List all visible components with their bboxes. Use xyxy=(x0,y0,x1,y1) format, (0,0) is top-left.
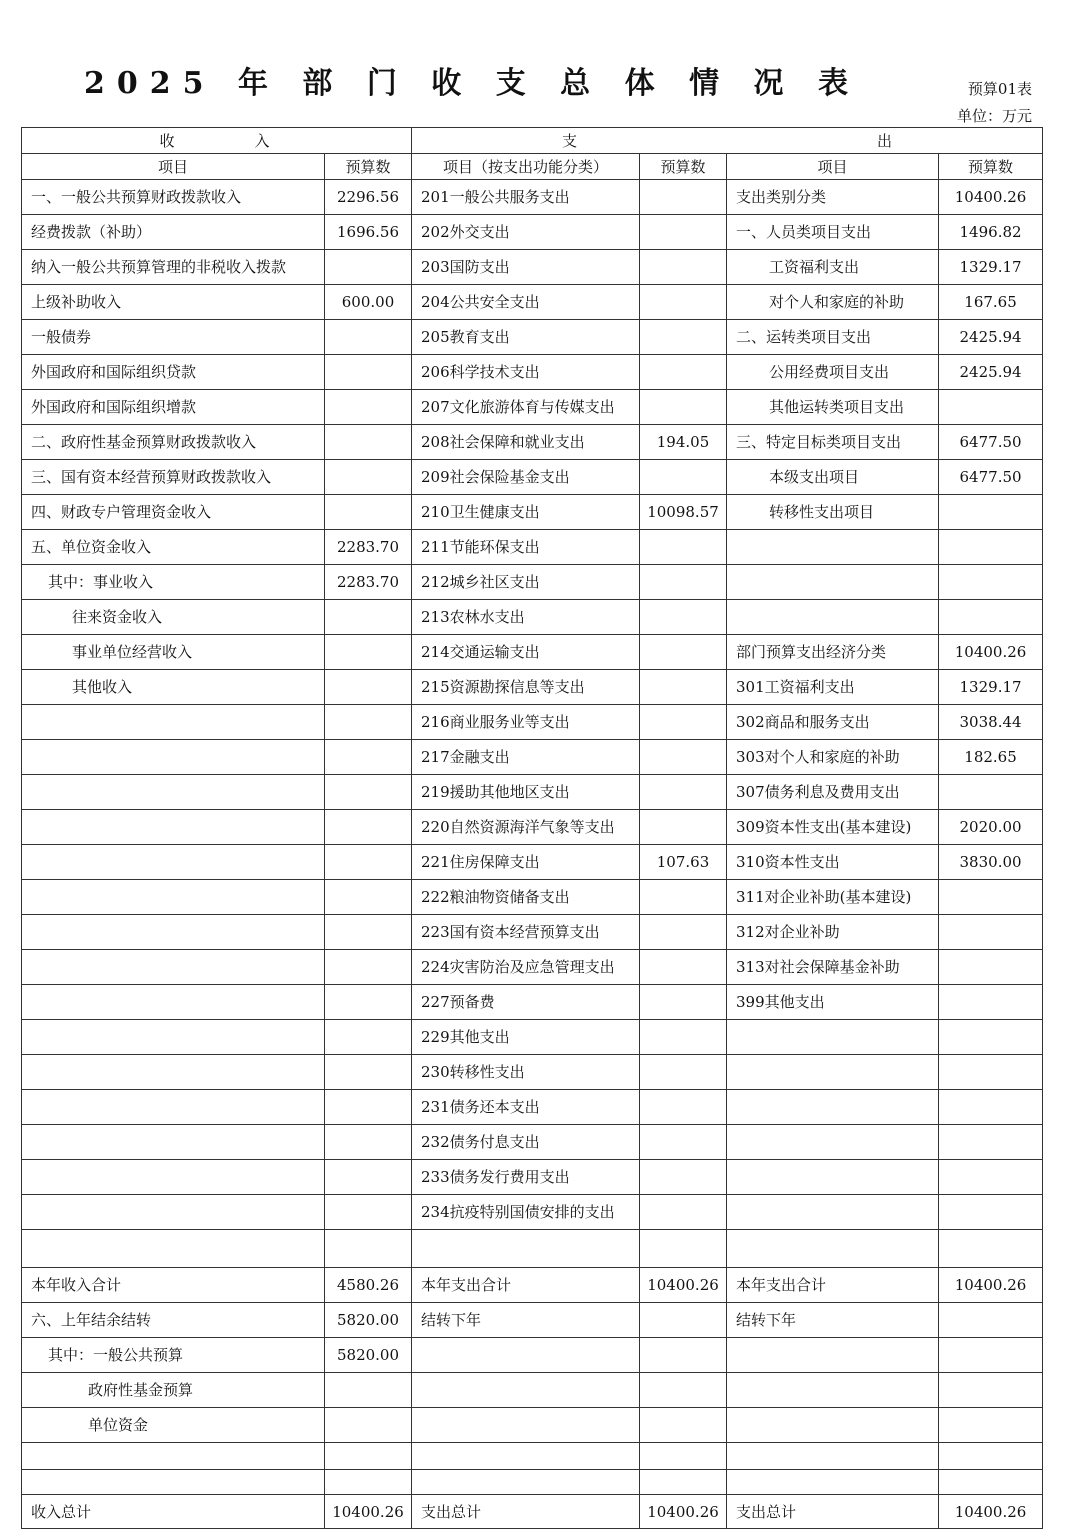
function-amount-cell xyxy=(640,180,727,215)
expense-item-cell xyxy=(727,565,939,600)
income-item-cell xyxy=(22,775,325,810)
function-item-cell xyxy=(412,1230,640,1268)
income-amount-cell xyxy=(325,460,412,495)
form-number: 预算01表 xyxy=(967,80,1032,98)
table-row xyxy=(22,1055,1043,1090)
income-amount-cell: 600.00 xyxy=(325,285,412,320)
table-row xyxy=(22,1195,1043,1230)
income-item-cell xyxy=(22,950,325,985)
income-item-cell: 四、财政专户管理资金收入 xyxy=(22,495,325,530)
expense-amount-cell xyxy=(939,775,1043,810)
table-row xyxy=(22,950,1043,985)
table-row xyxy=(22,915,1043,950)
income-item-cell xyxy=(22,915,325,950)
function-amount-cell xyxy=(640,635,727,670)
income-item-cell: 单位资金 xyxy=(22,1408,325,1443)
expense-amount-cell xyxy=(939,1443,1043,1470)
income-item-cell: 上级补助收入 xyxy=(22,285,325,320)
function-item-cell: 230转移性支出 xyxy=(412,1055,640,1090)
function-item-cell: 207文化旅游体育与传媒支出 xyxy=(412,390,640,425)
expense-amount-cell: 1329.17 xyxy=(939,670,1043,705)
income-item-cell: 六、上年结余结转 xyxy=(22,1303,325,1338)
function-amount-cell xyxy=(640,1230,727,1268)
expense-item-cell: 307债务利息及费用支出 xyxy=(727,775,939,810)
table-row xyxy=(22,1125,1043,1160)
expense-amount-cell: 6477.50 xyxy=(939,460,1043,495)
function-amount-cell xyxy=(640,1020,727,1055)
function-amount-cell xyxy=(640,810,727,845)
expense-item-cell: 399其他支出 xyxy=(727,985,939,1020)
income-item-cell: 五、单位资金收入 xyxy=(22,530,325,565)
function-amount-cell xyxy=(640,1090,727,1125)
income-item-cell xyxy=(22,1125,325,1160)
income-amount-cell xyxy=(325,355,412,390)
function-amount-cell xyxy=(640,740,727,775)
function-item-cell: 209社会保险基金支出 xyxy=(412,460,640,495)
function-amount-cell xyxy=(640,1160,727,1195)
income-amount-cell xyxy=(325,705,412,740)
table-row xyxy=(22,1443,1043,1470)
function-amount-cell xyxy=(640,460,727,495)
function-item-cell: 229其他支出 xyxy=(412,1020,640,1055)
expense-amount-cell xyxy=(939,1338,1043,1373)
expense-item-cell xyxy=(727,1230,939,1268)
income-amount-cell xyxy=(325,425,412,460)
expense-amount-cell xyxy=(939,1408,1043,1443)
function-item-cell: 211节能环保支出 xyxy=(412,530,640,565)
table-row xyxy=(22,1408,1043,1443)
expense-item-cell: 二、运转类项目支出 xyxy=(727,320,939,355)
table-row xyxy=(22,670,1043,705)
table-row xyxy=(22,180,1043,215)
function-item-cell: 206科学技术支出 xyxy=(412,355,640,390)
expense-item-cell: 313对社会保障基金补助 xyxy=(727,950,939,985)
expense-amount-cell xyxy=(939,1020,1043,1055)
col-header-function-amount: 预算数 xyxy=(640,154,727,180)
function-amount-cell xyxy=(640,1373,727,1408)
table-row xyxy=(22,320,1043,355)
table-row xyxy=(22,1090,1043,1125)
expense-item-cell xyxy=(727,1090,939,1125)
expense-amount-cell: 1496.82 xyxy=(939,215,1043,250)
income-amount-cell xyxy=(325,880,412,915)
table-row xyxy=(22,1338,1043,1373)
expense-item-cell: 311对企业补助(基本建设) xyxy=(727,880,939,915)
expense-amount-cell xyxy=(939,1195,1043,1230)
table-row xyxy=(22,1470,1043,1495)
income-item-cell xyxy=(22,845,325,880)
table-row xyxy=(22,425,1043,460)
function-item-cell: 220自然资源海洋气象等支出 xyxy=(412,810,640,845)
expense-amount-cell: 2425.94 xyxy=(939,355,1043,390)
col-header-income-item: 项目 xyxy=(22,154,325,180)
table-row xyxy=(22,495,1043,530)
function-amount-cell xyxy=(640,215,727,250)
function-item-cell xyxy=(412,1408,640,1443)
expense-item-cell: 结转下年 xyxy=(727,1303,939,1338)
income-item-cell xyxy=(22,1090,325,1125)
income-amount-cell xyxy=(325,670,412,705)
expense-item-cell: 工资福利支出 xyxy=(727,250,939,285)
function-item-cell xyxy=(412,1373,640,1408)
income-amount-cell xyxy=(325,1470,412,1495)
expense-item-cell xyxy=(727,1020,939,1055)
page-title: 2025 年 部 门 收 支 总 体 情 况 表 xyxy=(84,66,860,101)
income-amount-cell xyxy=(325,950,412,985)
income-amount-cell xyxy=(325,320,412,355)
expense-amount-cell xyxy=(939,915,1043,950)
income-amount-cell xyxy=(325,495,412,530)
income-section-header: 收 入 xyxy=(22,128,412,154)
expense-amount-cell: 182.65 xyxy=(939,740,1043,775)
table-row xyxy=(22,740,1043,775)
function-item-cell xyxy=(412,1338,640,1373)
function-item-cell: 201一般公共服务支出 xyxy=(412,180,640,215)
expense-amount-cell xyxy=(939,1373,1043,1408)
expense-item-cell xyxy=(727,1160,939,1195)
income-item-cell: 二、政府性基金预算财政拨款收入 xyxy=(22,425,325,460)
expense-section-left: 支 xyxy=(562,131,578,150)
income-amount-cell xyxy=(325,1090,412,1125)
income-amount-cell: 1696.56 xyxy=(325,215,412,250)
table-row xyxy=(22,1373,1043,1408)
function-amount-cell xyxy=(640,565,727,600)
income-item-cell: 外国政府和国际组织贷款 xyxy=(22,355,325,390)
table-row xyxy=(22,810,1043,845)
function-item-cell: 本年支出合计 xyxy=(412,1268,640,1303)
expense-amount-cell: 10400.26 xyxy=(939,180,1043,215)
income-amount-cell xyxy=(325,740,412,775)
income-amount-cell: 5820.00 xyxy=(325,1303,412,1338)
income-amount-cell xyxy=(325,915,412,950)
income-item-cell xyxy=(22,1055,325,1090)
expense-amount-cell xyxy=(939,1303,1043,1338)
expense-item-cell xyxy=(727,1470,939,1495)
table-row xyxy=(22,775,1043,810)
income-amount-cell xyxy=(325,1125,412,1160)
expense-amount-cell: 10400.26 xyxy=(939,1495,1043,1529)
income-amount-cell xyxy=(325,390,412,425)
expense-amount-cell xyxy=(939,565,1043,600)
table-row xyxy=(22,1020,1043,1055)
expense-item-cell: 部门预算支出经济分类 xyxy=(727,635,939,670)
expense-item-cell: 转移性支出项目 xyxy=(727,495,939,530)
function-amount-cell xyxy=(640,950,727,985)
table-row xyxy=(22,215,1043,250)
income-amount-cell: 2296.56 xyxy=(325,180,412,215)
income-item-cell xyxy=(22,705,325,740)
function-item-cell: 支出总计 xyxy=(412,1495,640,1529)
function-item-cell: 212城乡社区支出 xyxy=(412,565,640,600)
expense-amount-cell xyxy=(939,1230,1043,1268)
expense-amount-cell xyxy=(939,950,1043,985)
function-amount-cell xyxy=(640,1443,727,1470)
function-item-cell: 222粮油物资储备支出 xyxy=(412,880,640,915)
expense-item-cell xyxy=(727,1338,939,1373)
budget-table xyxy=(21,127,1043,1529)
table-row xyxy=(22,600,1043,635)
table-row xyxy=(22,530,1043,565)
table-row xyxy=(22,880,1043,915)
income-item-cell: 本年收入合计 xyxy=(22,1268,325,1303)
expense-item-cell xyxy=(727,530,939,565)
expense-amount-cell xyxy=(939,1470,1043,1495)
table-row xyxy=(22,635,1043,670)
expense-amount-cell xyxy=(939,985,1043,1020)
function-amount-cell xyxy=(640,320,727,355)
income-item-cell: 其他收入 xyxy=(22,670,325,705)
function-item-cell: 217金融支出 xyxy=(412,740,640,775)
function-amount-cell xyxy=(640,880,727,915)
function-amount-cell xyxy=(640,530,727,565)
expense-amount-cell: 10400.26 xyxy=(939,1268,1043,1303)
income-amount-cell: 10400.26 xyxy=(325,1495,412,1529)
table-row xyxy=(22,390,1043,425)
function-item-cell: 227预备费 xyxy=(412,985,640,1020)
function-item-cell: 232债务付息支出 xyxy=(412,1125,640,1160)
income-amount-cell: 5820.00 xyxy=(325,1338,412,1373)
table-row xyxy=(22,460,1043,495)
income-item-cell: 经费拨款（补助） xyxy=(22,215,325,250)
column-header-row xyxy=(22,154,1043,180)
function-item-cell: 223国有资本经营预算支出 xyxy=(412,915,640,950)
income-item-cell xyxy=(22,880,325,915)
income-item-cell xyxy=(22,1020,325,1055)
expense-amount-cell xyxy=(939,495,1043,530)
expense-item-cell: 公用经费项目支出 xyxy=(727,355,939,390)
income-item-cell xyxy=(22,1230,325,1268)
income-amount-cell xyxy=(325,1055,412,1090)
expense-amount-cell: 3038.44 xyxy=(939,705,1043,740)
income-amount-cell xyxy=(325,1408,412,1443)
section-header-row xyxy=(22,128,1043,154)
income-amount-cell xyxy=(325,1160,412,1195)
function-amount-cell xyxy=(640,390,727,425)
income-item-cell: 外国政府和国际组织增款 xyxy=(22,390,325,425)
function-item-cell: 203国防支出 xyxy=(412,250,640,285)
function-item-cell: 221住房保障支出 xyxy=(412,845,640,880)
income-item-cell: 事业单位经营收入 xyxy=(22,635,325,670)
function-amount-cell xyxy=(640,985,727,1020)
income-amount-cell: 4580.26 xyxy=(325,1268,412,1303)
function-amount-cell: 10098.57 xyxy=(640,495,727,530)
expense-item-cell: 支出类别分类 xyxy=(727,180,939,215)
table-row xyxy=(22,1268,1043,1303)
function-item-cell: 234抗疫特别国债安排的支出 xyxy=(412,1195,640,1230)
expense-item-cell: 本年支出合计 xyxy=(727,1268,939,1303)
function-item-cell: 204公共安全支出 xyxy=(412,285,640,320)
income-item-cell: 其中：事业收入 xyxy=(22,565,325,600)
expense-amount-cell: 6477.50 xyxy=(939,425,1043,460)
expense-section-right: 出 xyxy=(877,131,893,150)
income-item-cell: 一般债券 xyxy=(22,320,325,355)
income-item-cell: 其中：一般公共预算 xyxy=(22,1338,325,1373)
income-amount-cell xyxy=(325,845,412,880)
expense-item-cell: 301工资福利支出 xyxy=(727,670,939,705)
expense-amount-cell: 10400.26 xyxy=(939,635,1043,670)
table-row xyxy=(22,845,1043,880)
income-item-cell: 三、国有资本经营预算财政拨款收入 xyxy=(22,460,325,495)
income-amount-cell xyxy=(325,250,412,285)
function-amount-cell xyxy=(640,285,727,320)
expense-item-cell xyxy=(727,1055,939,1090)
expense-item-cell: 支出总计 xyxy=(727,1495,939,1529)
expense-amount-cell xyxy=(939,390,1043,425)
table-row xyxy=(22,565,1043,600)
expense-amount-cell xyxy=(939,1090,1043,1125)
table-row xyxy=(22,250,1043,285)
income-amount-cell xyxy=(325,775,412,810)
function-item-cell: 210卫生健康支出 xyxy=(412,495,640,530)
function-item-cell: 结转下年 xyxy=(412,1303,640,1338)
income-amount-cell xyxy=(325,985,412,1020)
function-item-cell: 213农林水支出 xyxy=(412,600,640,635)
expense-item-cell: 一、人员类项目支出 xyxy=(727,215,939,250)
expense-amount-cell xyxy=(939,880,1043,915)
income-amount-cell xyxy=(325,1230,412,1268)
income-amount-cell xyxy=(325,1020,412,1055)
function-amount-cell: 194.05 xyxy=(640,425,727,460)
table-row xyxy=(22,1303,1043,1338)
col-header-expense-item: 项目 xyxy=(727,154,939,180)
function-amount-cell xyxy=(640,1303,727,1338)
function-item-cell: 231债务还本支出 xyxy=(412,1090,640,1125)
function-amount-cell xyxy=(640,250,727,285)
expense-amount-cell: 2425.94 xyxy=(939,320,1043,355)
income-item-cell: 往来资金收入 xyxy=(22,600,325,635)
function-amount-cell: 10400.26 xyxy=(640,1495,727,1529)
expense-amount-cell xyxy=(939,1125,1043,1160)
expense-amount-cell: 167.65 xyxy=(939,285,1043,320)
function-amount-cell: 10400.26 xyxy=(640,1268,727,1303)
function-item-cell: 208社会保障和就业支出 xyxy=(412,425,640,460)
expense-item-cell xyxy=(727,1195,939,1230)
col-header-expense-amount: 预算数 xyxy=(939,154,1043,180)
function-item-cell: 219援助其他地区支出 xyxy=(412,775,640,810)
function-item-cell: 214交通运输支出 xyxy=(412,635,640,670)
function-item-cell: 233债务发行费用支出 xyxy=(412,1160,640,1195)
expense-item-cell: 其他运转类项目支出 xyxy=(727,390,939,425)
table-row xyxy=(22,285,1043,320)
income-amount-cell xyxy=(325,600,412,635)
expense-item-cell: 302商品和服务支出 xyxy=(727,705,939,740)
col-header-income-amount: 预算数 xyxy=(325,154,412,180)
income-item-cell: 一、一般公共预算财政拨款收入 xyxy=(22,180,325,215)
function-item-cell: 216商业服务业等支出 xyxy=(412,705,640,740)
function-amount-cell xyxy=(640,1338,727,1373)
expense-amount-cell: 1329.17 xyxy=(939,250,1043,285)
expense-item-cell: 三、特定目标类项目支出 xyxy=(727,425,939,460)
income-amount-cell xyxy=(325,1443,412,1470)
expense-item-cell: 对个人和家庭的补助 xyxy=(727,285,939,320)
income-item-cell xyxy=(22,740,325,775)
expense-item-cell xyxy=(727,1125,939,1160)
col-header-function-item: 项目（按支出功能分类） xyxy=(412,154,640,180)
function-item-cell: 205教育支出 xyxy=(412,320,640,355)
expense-amount-cell xyxy=(939,1160,1043,1195)
income-amount-cell xyxy=(325,635,412,670)
expense-amount-cell: 3830.00 xyxy=(939,845,1043,880)
income-item-cell: 政府性基金预算 xyxy=(22,1373,325,1408)
function-amount-cell xyxy=(640,775,727,810)
table-row xyxy=(22,1230,1043,1268)
function-amount-cell xyxy=(640,670,727,705)
income-amount-cell xyxy=(325,810,412,845)
function-item-cell xyxy=(412,1443,640,1470)
expense-section-header xyxy=(412,128,1043,154)
table-row xyxy=(22,1160,1043,1195)
income-item-cell xyxy=(22,1443,325,1470)
function-amount-cell xyxy=(640,600,727,635)
expense-item-cell: 312对企业补助 xyxy=(727,915,939,950)
income-amount-cell: 2283.70 xyxy=(325,565,412,600)
expense-amount-cell xyxy=(939,530,1043,565)
function-amount-cell: 107.63 xyxy=(640,845,727,880)
unit-label: 单位：万元 xyxy=(956,107,1032,125)
income-item-cell: 纳入一般公共预算管理的非税收入拨款 xyxy=(22,250,325,285)
income-amount-cell xyxy=(325,1373,412,1408)
expense-item-cell xyxy=(727,1408,939,1443)
function-amount-cell xyxy=(640,1195,727,1230)
income-item-cell xyxy=(22,985,325,1020)
function-amount-cell xyxy=(640,705,727,740)
income-item-cell xyxy=(22,1160,325,1195)
function-amount-cell xyxy=(640,1055,727,1090)
income-item-cell: 收入总计 xyxy=(22,1495,325,1529)
function-amount-cell xyxy=(640,1408,727,1443)
expense-item-cell xyxy=(727,1443,939,1470)
expense-amount-cell: 2020.00 xyxy=(939,810,1043,845)
expense-amount-cell xyxy=(939,600,1043,635)
table-row xyxy=(22,985,1043,1020)
table-row xyxy=(22,705,1043,740)
function-item-cell: 202外交支出 xyxy=(412,215,640,250)
function-amount-cell xyxy=(640,355,727,390)
function-item-cell: 224灾害防治及应急管理支出 xyxy=(412,950,640,985)
table-row xyxy=(22,1495,1043,1529)
income-item-cell xyxy=(22,810,325,845)
function-amount-cell xyxy=(640,1125,727,1160)
function-amount-cell xyxy=(640,1470,727,1495)
income-item-cell xyxy=(22,1195,325,1230)
expense-item-cell: 309资本性支出(基本建设) xyxy=(727,810,939,845)
function-item-cell: 215资源勘探信息等支出 xyxy=(412,670,640,705)
expense-item-cell xyxy=(727,1373,939,1408)
expense-item-cell: 303对个人和家庭的补助 xyxy=(727,740,939,775)
expense-item-cell xyxy=(727,600,939,635)
function-item-cell xyxy=(412,1470,640,1495)
income-amount-cell xyxy=(325,1195,412,1230)
income-amount-cell: 2283.70 xyxy=(325,530,412,565)
expense-item-cell: 310资本性支出 xyxy=(727,845,939,880)
function-amount-cell xyxy=(640,915,727,950)
income-item-cell xyxy=(22,1470,325,1495)
expense-item-cell: 本级支出项目 xyxy=(727,460,939,495)
table-row xyxy=(22,355,1043,390)
expense-amount-cell xyxy=(939,1055,1043,1090)
